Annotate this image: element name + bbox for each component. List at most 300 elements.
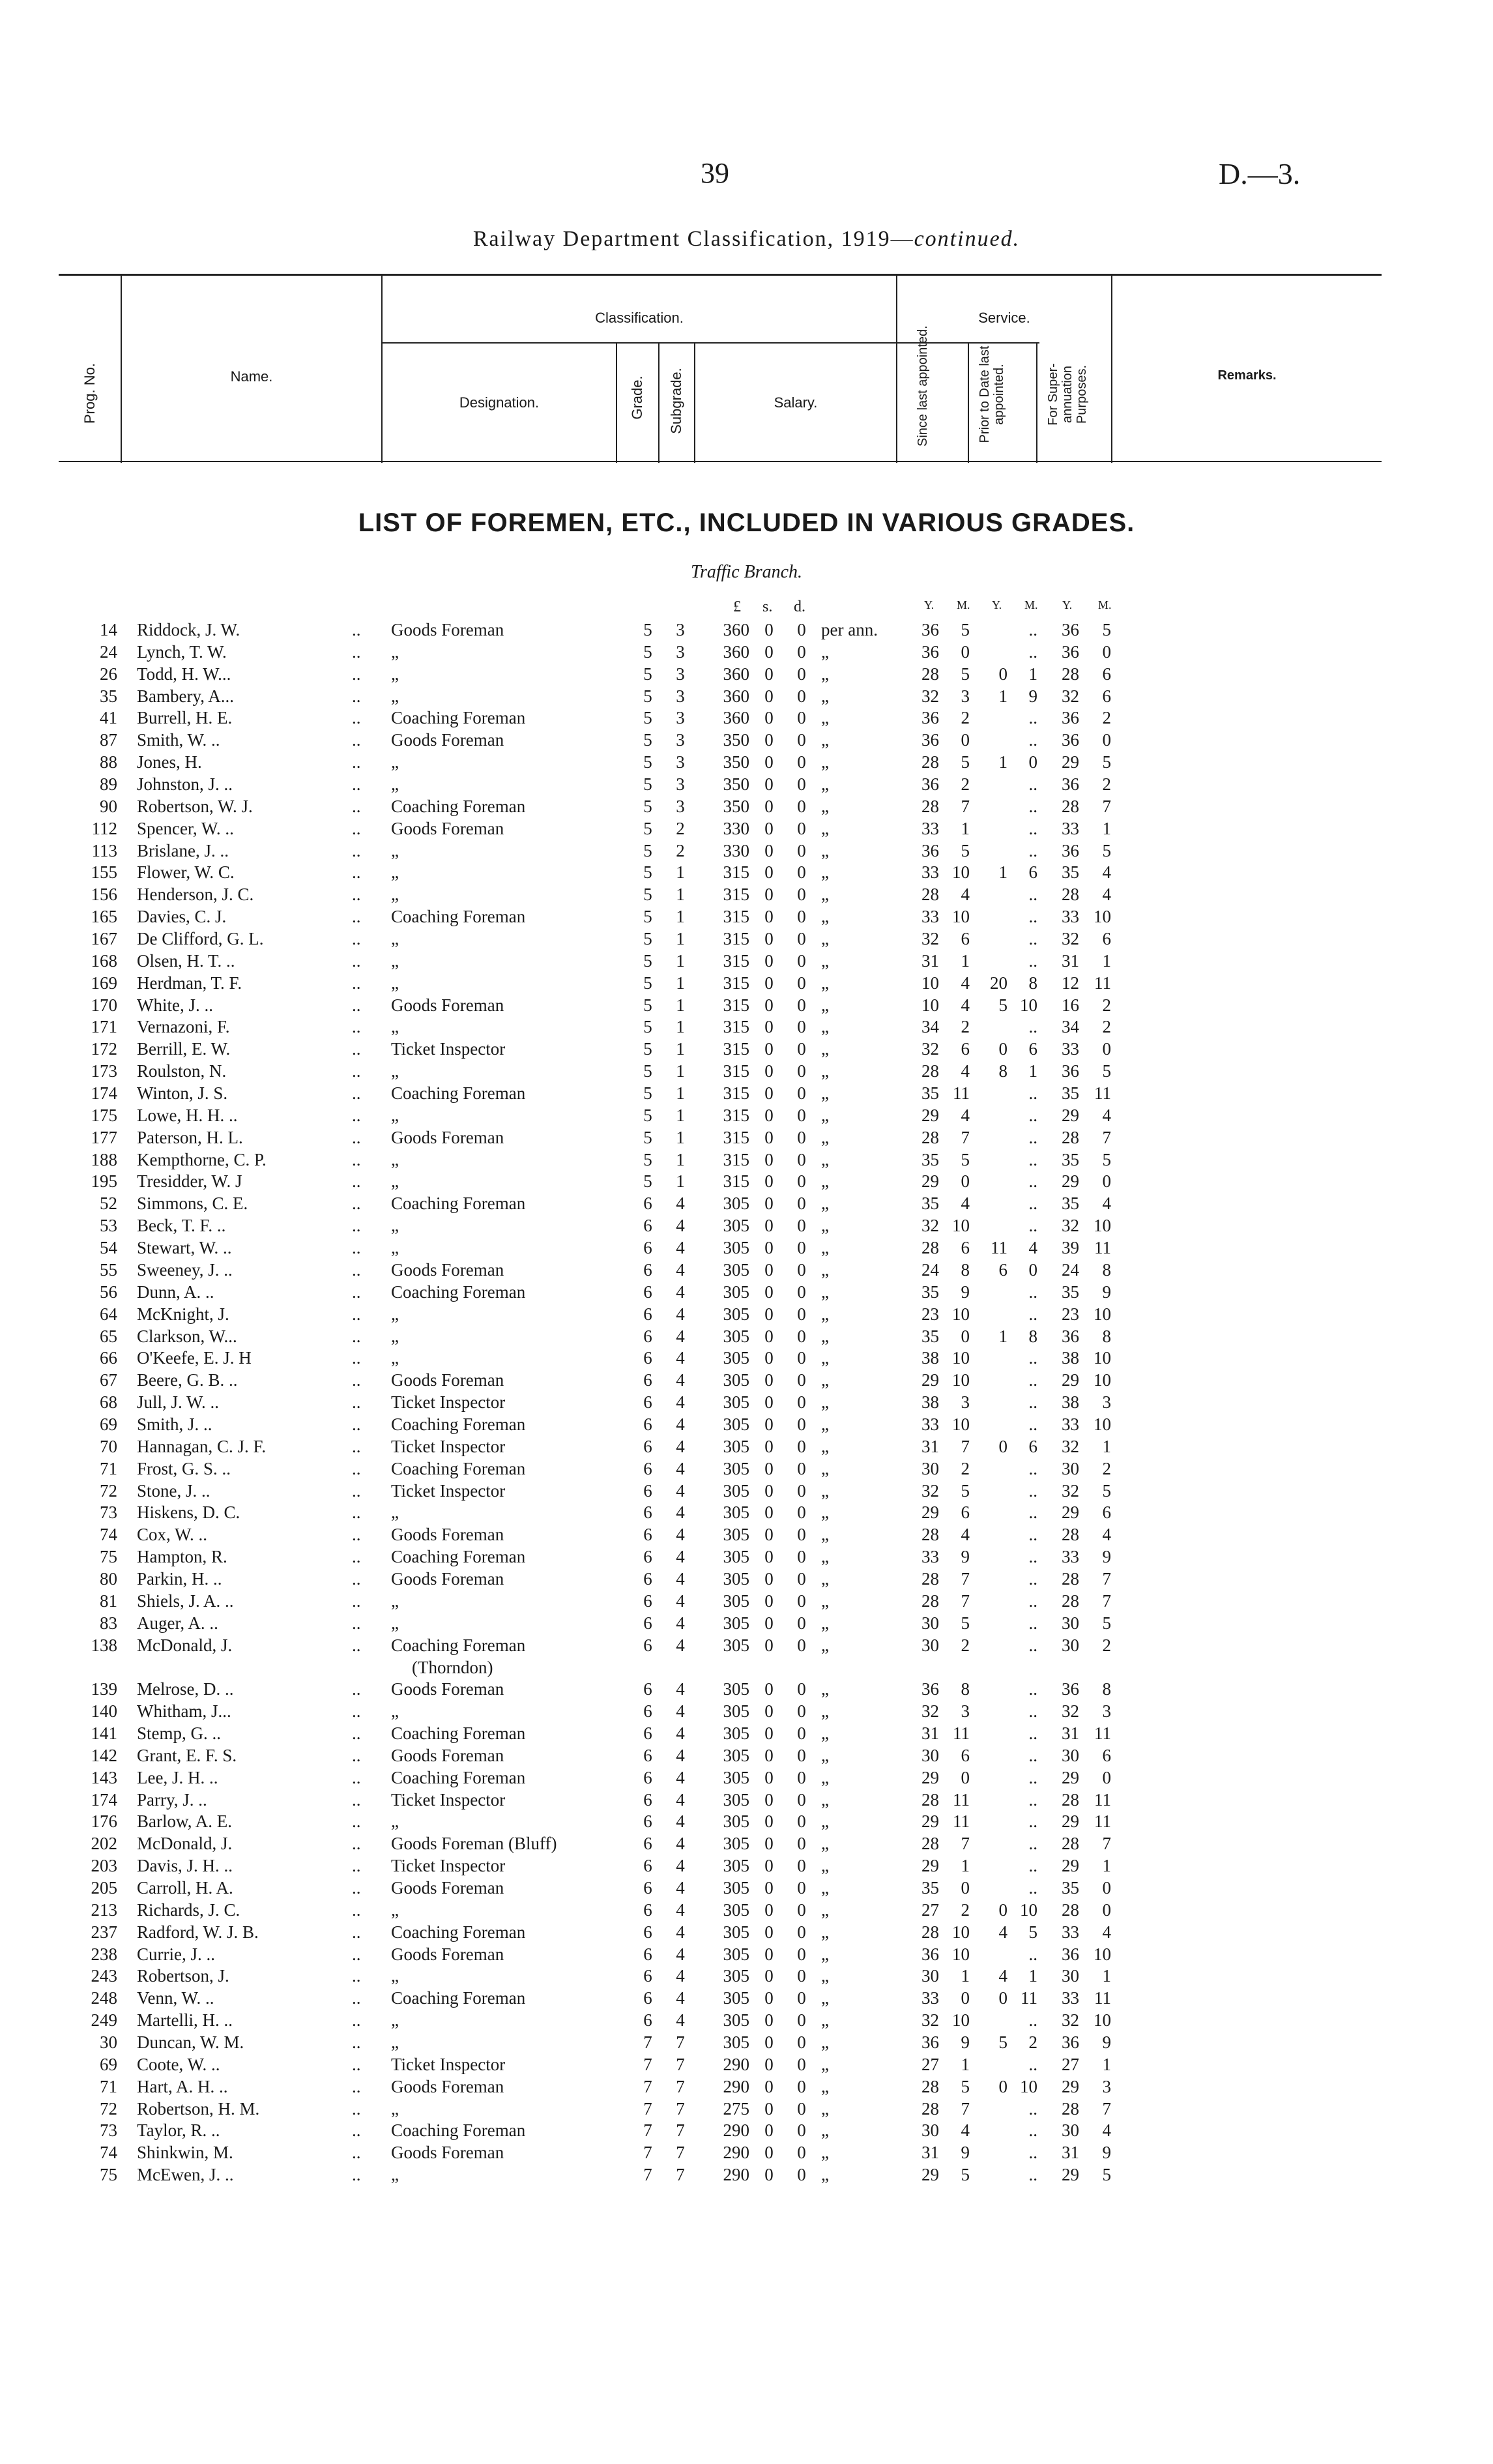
since-last-years: 33 [921, 818, 939, 838]
subgrade: 1 [676, 1149, 685, 1169]
designation: „ [391, 862, 399, 883]
salary-shillings: 0 [764, 620, 774, 639]
since-last-years: 29 [921, 1370, 939, 1390]
prog-number: 88 [100, 752, 117, 772]
prior-months: .. [1028, 1613, 1037, 1633]
salary-pence: 0 [797, 1966, 806, 1986]
table-row [0, 1899, 1493, 1922]
salary-shillings: 0 [764, 1899, 774, 1920]
super-months: 3 [1102, 2076, 1111, 2096]
designation: Coaching Foreman [391, 1414, 526, 1434]
table-row [0, 973, 1493, 995]
table-row [0, 1259, 1493, 1282]
subgrade: 3 [676, 664, 685, 684]
super-years: 36 [1062, 730, 1079, 750]
leader-dots: .. [352, 730, 361, 750]
since-last-years: 30 [921, 1966, 939, 1986]
salary-shillings: 0 [764, 1348, 774, 1368]
salary-shillings: 0 [764, 1679, 774, 1699]
salary-pounds: 315 [723, 1149, 749, 1169]
grade: 6 [643, 1370, 652, 1390]
header-name: Name. [230, 368, 273, 385]
subgrade: 4 [676, 1944, 685, 1964]
subgrade: 7 [676, 2165, 685, 2185]
table-row [0, 1524, 1493, 1546]
designation: Goods Foreman [391, 1745, 504, 1765]
salary-pounds: 290 [723, 2165, 749, 2185]
designation: „ [391, 664, 399, 684]
designation: „ [391, 1348, 399, 1368]
salary-shillings: 0 [764, 1149, 774, 1169]
salary-shillings: 0 [764, 1127, 774, 1147]
designation: Coaching Foreman [391, 1194, 526, 1214]
salary-shillings: 0 [764, 818, 774, 838]
salary-pence: 0 [797, 818, 806, 838]
salary-period: „ [821, 1966, 829, 1986]
super-years: 29 [1062, 1767, 1079, 1787]
prog-number: 112 [91, 818, 117, 838]
salary-pounds: 305 [723, 1547, 749, 1567]
subgrade: 4 [676, 1216, 685, 1236]
grade: 7 [643, 2054, 652, 2074]
salary-pounds: 305 [723, 1789, 749, 1810]
prior-years: 5 [998, 995, 1007, 1015]
prog-number: 75 [100, 1547, 117, 1567]
prog-number: 73 [100, 1503, 117, 1523]
super-years: 36 [1062, 1326, 1079, 1346]
subgrade: 4 [676, 1436, 685, 1456]
prog-number: 174 [91, 1083, 117, 1104]
header-service: Service. [978, 310, 1030, 326]
since-last-years: 33 [921, 907, 939, 927]
grade: 6 [643, 1547, 652, 1567]
prior-months: .. [1028, 1503, 1037, 1523]
table-row [0, 1987, 1493, 2010]
grade: 5 [643, 752, 652, 772]
leader-dots: .. [352, 995, 361, 1015]
table-row [0, 1038, 1493, 1061]
prior-months: 1 [1028, 1061, 1037, 1081]
salary-pounds: 360 [723, 708, 749, 728]
salary-pounds: 305 [723, 1635, 749, 1655]
designation: Coaching Foreman [391, 1767, 526, 1787]
designation: Coaching Foreman [391, 1547, 526, 1567]
salary-period: „ [821, 1061, 829, 1081]
employee-name: Herdman, T. F. [137, 973, 242, 993]
since-last-months: 6 [961, 1745, 970, 1765]
leader-dots: .. [352, 1834, 361, 1854]
salary-pence: 0 [797, 620, 806, 639]
prior-months: .. [1028, 1304, 1037, 1324]
employee-name: O'Keefe, E. J. H [137, 1348, 252, 1368]
prior-months: .. [1028, 1414, 1037, 1434]
header-divider-service1 [968, 342, 969, 463]
prog-number: 74 [100, 1525, 117, 1545]
salary-pence: 0 [797, 973, 806, 993]
salary-shillings: 0 [764, 1811, 774, 1832]
employee-name: Duncan, W. M. [137, 2032, 244, 2052]
since-last-months: 2 [961, 774, 970, 795]
salary-shillings: 0 [764, 1458, 774, 1478]
salary-shillings: 0 [764, 1238, 774, 1258]
designation: Coaching Foreman [391, 1723, 526, 1743]
leader-dots: .. [352, 1216, 361, 1236]
super-years: 35 [1062, 1194, 1079, 1214]
super-years: 30 [1062, 1635, 1079, 1655]
designation: Goods Foreman [391, 818, 504, 838]
salary-pence: 0 [797, 664, 806, 684]
since-last-years: 32 [921, 2010, 939, 2031]
since-last-months: 2 [961, 1458, 970, 1478]
designation: Ticket Inspector [391, 2054, 506, 2074]
prior-months: 10 [1020, 1899, 1037, 1920]
employee-name: McDonald, J. [137, 1635, 233, 1655]
leader-dots: .. [352, 1547, 361, 1567]
employee-name: Stone, J. .. [137, 1480, 210, 1501]
table-row [0, 729, 1493, 752]
table-row [0, 2098, 1493, 2120]
super-years: 29 [1062, 1171, 1079, 1192]
employee-name: Melrose, D. .. [137, 1679, 234, 1699]
salary-pence: 0 [797, 1149, 806, 1169]
since-last-months: 10 [952, 907, 970, 927]
salary-shillings: 0 [764, 2032, 774, 2052]
leader-dots: .. [352, 1061, 361, 1081]
subgrade: 4 [676, 1480, 685, 1501]
grade: 7 [643, 2076, 652, 2096]
since-last-months: 5 [961, 1613, 970, 1633]
grade: 6 [643, 1568, 652, 1589]
salary-pounds: 305 [723, 1811, 749, 1832]
employee-name: Lee, J. H. .. [137, 1767, 218, 1787]
super-months: 10 [1094, 2010, 1111, 2031]
super-years: 36 [1062, 840, 1079, 860]
table-row [0, 818, 1493, 840]
super-years: 30 [1062, 1613, 1079, 1633]
salary-period: „ [821, 1392, 829, 1413]
since-last-months: 10 [952, 1922, 970, 1942]
prior-months: .. [1028, 1767, 1037, 1787]
table-row [0, 1502, 1493, 1524]
salary-shillings: 0 [764, 2010, 774, 2031]
unit-pence: d. [794, 598, 805, 615]
salary-pounds: 305 [723, 1282, 749, 1302]
since-last-years: 28 [921, 796, 939, 816]
designation: „ [391, 641, 399, 662]
grade: 7 [643, 2120, 652, 2141]
super-months: 1 [1102, 818, 1111, 838]
grade: 5 [643, 862, 652, 883]
subgrade: 4 [676, 1568, 685, 1589]
subgrade: 4 [676, 1370, 685, 1390]
salary-period: „ [821, 1017, 829, 1037]
salary-pence: 0 [797, 2076, 806, 2096]
prog-number: 243 [91, 1966, 117, 1986]
since-last-months: 6 [961, 1503, 970, 1523]
grade: 5 [643, 730, 652, 750]
salary-shillings: 0 [764, 686, 774, 706]
salary-shillings: 0 [764, 1326, 774, 1346]
salary-pounds: 305 [723, 1414, 749, 1434]
prior-months: .. [1028, 1282, 1037, 1302]
grade: 6 [643, 2010, 652, 2031]
super-years: 33 [1062, 1922, 1079, 1942]
designation: Goods Foreman [391, 1944, 504, 1964]
salary-pence: 0 [797, 1414, 806, 1434]
table-row [0, 686, 1493, 708]
designation: Ticket Inspector [391, 1480, 506, 1501]
super-months: 6 [1102, 929, 1111, 949]
salary-period: „ [821, 1304, 829, 1324]
grade: 6 [643, 1723, 652, 1743]
super-years: 38 [1062, 1348, 1079, 1368]
prior-months: 1 [1028, 1966, 1037, 1986]
prior-months: .. [1028, 2120, 1037, 2141]
subgrade: 1 [676, 885, 685, 905]
since-last-months: 7 [961, 2098, 970, 2119]
salary-shillings: 0 [764, 2054, 774, 2074]
super-months: 6 [1102, 1745, 1111, 1765]
table-row [0, 1193, 1493, 1215]
employee-name: McKnight, J. [137, 1304, 229, 1324]
employee-name: Cox, W. .. [137, 1525, 208, 1545]
leader-dots: .. [352, 1966, 361, 1986]
prior-months: 0 [1028, 1259, 1037, 1280]
super-years: 36 [1062, 641, 1079, 662]
super-months: 5 [1102, 1149, 1111, 1169]
prog-number: 70 [100, 1436, 117, 1456]
prior-years: 11 [991, 1238, 1007, 1258]
super-years: 28 [1062, 1127, 1079, 1147]
grade: 6 [643, 1348, 652, 1368]
prior-months: .. [1028, 1105, 1037, 1125]
since-last-months: 10 [952, 2010, 970, 2031]
prior-months: .. [1028, 2143, 1037, 2163]
leader-dots: .. [352, 1944, 361, 1964]
since-last-months: 4 [961, 973, 970, 993]
prog-number: 52 [100, 1194, 117, 1214]
subgrade: 4 [676, 1591, 685, 1611]
employee-name: Richards, J. C. [137, 1899, 240, 1920]
grade: 6 [643, 1966, 652, 1986]
salary-pence: 0 [797, 1171, 806, 1192]
salary-pounds: 315 [723, 973, 749, 993]
since-last-months: 10 [952, 1348, 970, 1368]
designation: Coaching Foreman [391, 2120, 526, 2141]
salary-period: „ [821, 1480, 829, 1501]
salary-shillings: 0 [764, 1877, 774, 1898]
since-last-months: 10 [952, 1944, 970, 1964]
prog-number: 177 [91, 1127, 117, 1147]
employee-name: Robertson, J. [137, 1966, 229, 1986]
salary-period: „ [821, 1856, 829, 1876]
subgrade: 4 [676, 1701, 685, 1722]
since-last-months: 7 [961, 1127, 970, 1147]
since-last-months: 9 [961, 1282, 970, 1302]
prog-number: 141 [91, 1723, 117, 1743]
since-last-months: 9 [961, 1547, 970, 1567]
subgrade: 7 [676, 2076, 685, 2096]
salary-period: „ [821, 2054, 829, 2074]
prior-years: 5 [998, 2032, 1007, 2052]
since-last-years: 34 [921, 1017, 939, 1037]
leader-dots: .. [352, 929, 361, 949]
designation: „ [391, 1238, 399, 1258]
salary-period: „ [821, 1701, 829, 1722]
designation: „ [391, 2010, 399, 2031]
subgrade: 4 [676, 1767, 685, 1787]
super-months: 9 [1102, 1547, 1111, 1567]
subgrade: 2 [676, 818, 685, 838]
table-row [0, 884, 1493, 906]
grade: 6 [643, 1458, 652, 1478]
super-months: 6 [1102, 1503, 1111, 1523]
prog-number: 72 [100, 1480, 117, 1501]
salary-shillings: 0 [764, 1922, 774, 1942]
prog-number: 41 [100, 708, 117, 728]
employee-name: Brislane, J. .. [137, 840, 229, 860]
since-last-years: 36 [921, 774, 939, 795]
subgrade: 4 [676, 1259, 685, 1280]
designation: „ [391, 1613, 399, 1633]
prog-number: 53 [100, 1216, 117, 1236]
since-last-years: 35 [921, 1149, 939, 1169]
leader-dots: .. [352, 1436, 361, 1456]
since-last-years: 30 [921, 1458, 939, 1478]
leader-dots: .. [352, 774, 361, 795]
since-last-months: 4 [961, 2120, 970, 2141]
table-row [0, 619, 1493, 641]
salary-pence: 0 [797, 1635, 806, 1655]
prog-number: 30 [100, 2032, 117, 2052]
table-row [0, 1745, 1493, 1767]
table-row [0, 2032, 1493, 2054]
salary-pounds: 315 [723, 1083, 749, 1104]
leader-dots: .. [352, 620, 361, 639]
salary-pence: 0 [797, 950, 806, 971]
super-years: 31 [1062, 1723, 1079, 1743]
grade: 5 [643, 1061, 652, 1081]
since-last-years: 28 [921, 1834, 939, 1854]
prog-number: 174 [91, 1789, 117, 1810]
subgrade: 3 [676, 752, 685, 772]
salary-pence: 0 [797, 1392, 806, 1413]
prior-years: 0 [998, 1039, 1007, 1059]
since-last-years: 35 [921, 1877, 939, 1898]
super-months: 6 [1102, 664, 1111, 684]
table-row [0, 1392, 1493, 1414]
salary-shillings: 0 [764, 1083, 774, 1104]
super-years: 33 [1062, 1039, 1079, 1059]
salary-shillings: 0 [764, 907, 774, 927]
super-years: 35 [1062, 1282, 1079, 1302]
super-years: 28 [1062, 1525, 1079, 1545]
since-last-months: 7 [961, 796, 970, 816]
salary-shillings: 0 [764, 1767, 774, 1787]
leader-dots: .. [352, 1877, 361, 1898]
prog-number: 90 [100, 796, 117, 816]
page-heading-continued: continued. [914, 227, 1021, 251]
designation: Goods Foreman [391, 1679, 504, 1699]
subgrade: 3 [676, 730, 685, 750]
table-row [0, 664, 1493, 686]
salary-pence: 0 [797, 929, 806, 949]
since-last-months: 10 [952, 1304, 970, 1324]
grade: 5 [643, 1017, 652, 1037]
leader-dots: .. [352, 1767, 361, 1787]
prog-number: 113 [91, 840, 117, 860]
super-years: 35 [1062, 1083, 1079, 1104]
salary-pounds: 305 [723, 1304, 749, 1324]
since-last-years: 28 [921, 752, 939, 772]
salary-shillings: 0 [764, 641, 774, 662]
since-last-months: 8 [961, 1259, 970, 1280]
salary-pounds: 350 [723, 730, 749, 750]
super-months: 11 [1094, 973, 1111, 993]
since-last-months: 2 [961, 708, 970, 728]
table-row [0, 995, 1493, 1017]
grade: 6 [643, 1922, 652, 1942]
salary-shillings: 0 [764, 1591, 774, 1611]
super-years: 24 [1062, 1259, 1079, 1280]
salary-shillings: 0 [764, 1171, 774, 1192]
salary-pounds: 305 [723, 1326, 749, 1346]
super-years: 12 [1062, 973, 1079, 993]
super-months: 10 [1094, 1216, 1111, 1236]
salary-pounds: 315 [723, 1061, 749, 1081]
prior-months: 6 [1028, 1039, 1037, 1059]
salary-pounds: 305 [723, 1194, 749, 1214]
leader-dots: .. [352, 2165, 361, 2185]
salary-period: „ [821, 686, 829, 706]
prior-months: .. [1028, 1834, 1037, 1854]
since-last-months: 4 [961, 1105, 970, 1125]
salary-pounds: 315 [723, 907, 749, 927]
designation: Ticket Inspector [391, 1392, 506, 1413]
since-last-years: 29 [921, 1856, 939, 1876]
super-years: 39 [1062, 1238, 1079, 1258]
employee-name: Robertson, W. J. [137, 796, 253, 816]
leader-dots: .. [352, 1238, 361, 1258]
grade: 5 [643, 995, 652, 1015]
salary-pounds: 305 [723, 1922, 749, 1942]
designation: „ [391, 973, 399, 993]
designation: Coaching Foreman [391, 1988, 526, 2008]
salary-pence: 0 [797, 1105, 806, 1125]
prior-months: .. [1028, 1458, 1037, 1478]
salary-period: „ [821, 1767, 829, 1787]
super-years: 36 [1062, 1061, 1079, 1081]
grade: 6 [643, 1304, 652, 1324]
subgrade: 3 [676, 641, 685, 662]
designation: Goods Foreman [391, 1525, 504, 1545]
designation: Goods Foreman [391, 730, 504, 750]
salary-pence: 0 [797, 2165, 806, 2185]
salary-shillings: 0 [764, 1789, 774, 1810]
table-row [0, 1922, 1493, 1944]
employee-name: McEwen, J. .. [137, 2165, 234, 2185]
subgrade: 4 [676, 1635, 685, 1655]
leader-dots: .. [352, 1745, 361, 1765]
leader-dots: .. [352, 641, 361, 662]
grade: 6 [643, 1701, 652, 1722]
since-last-years: 36 [921, 620, 939, 639]
grade: 6 [643, 1613, 652, 1633]
salary-pounds: 315 [723, 929, 749, 949]
since-last-years: 35 [921, 1194, 939, 1214]
leader-dots: .. [352, 752, 361, 772]
salary-shillings: 0 [764, 1105, 774, 1125]
